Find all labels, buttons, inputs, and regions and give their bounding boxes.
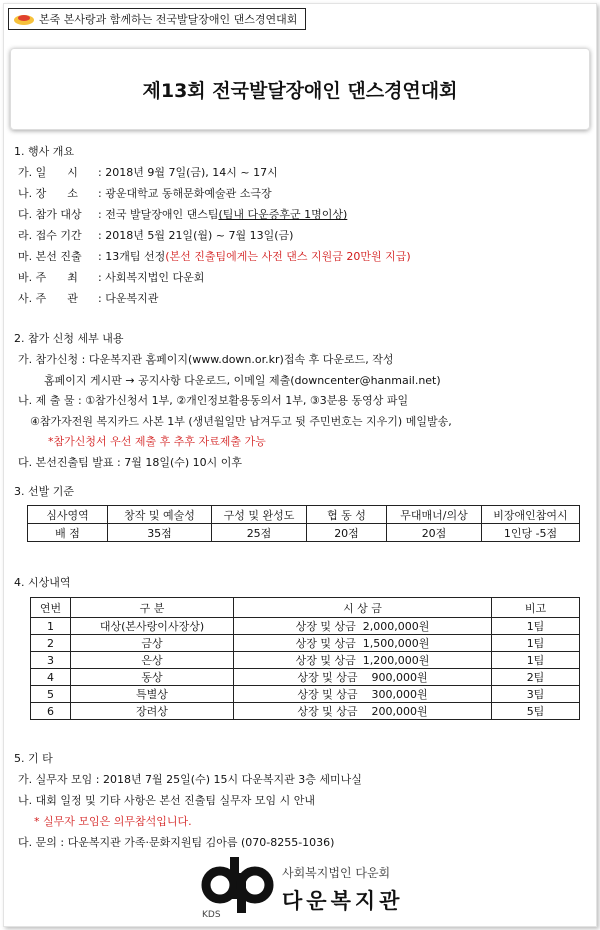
prize-cell: 금상 xyxy=(71,635,234,652)
criteria-header: 협 동 성 xyxy=(307,506,387,524)
prize-cell: 1 xyxy=(31,618,71,635)
criteria-cell: 배 점 xyxy=(28,524,108,542)
criteria-cell: 35점 xyxy=(108,524,212,542)
staff-meeting: 가. 실무자 모임 : 2018년 7월 25일(수) 15시 다운복지관 3층 세미나실 xyxy=(18,773,362,786)
submission-items-2: ④참가자전원 복지카드 사본 1부 (생년월일만 남겨두고 뒷 주민번호는 지우기) 메일발송, xyxy=(30,415,452,428)
prize-table xyxy=(30,597,580,720)
overview-label: 바. 주 최 xyxy=(18,271,78,284)
prize-cell: 4 xyxy=(31,669,71,686)
prize-cell: 상장 및 상금 200,000원 xyxy=(234,703,492,720)
criteria-header: 무대매너/의상 xyxy=(387,506,482,524)
prize-cell: 상장 및 상금 2,000,000원 xyxy=(234,618,492,635)
logo-sub: KDS xyxy=(202,910,221,920)
prize-cell: 장려상 xyxy=(71,703,234,720)
prize-header: 시 상 금 xyxy=(234,598,492,618)
overview-value: : 2018년 9월 7일(금), 14시 ~ 17시 xyxy=(98,166,278,179)
prize-cell: 상장 및 상금 1,200,000원 xyxy=(234,652,492,669)
overview-label: 가. 일 시 xyxy=(18,166,78,179)
overview-label: 라. 접수 기간 xyxy=(18,229,82,242)
prize-row xyxy=(31,703,580,720)
page-title: 제13회 전국발달장애인 댄스경연대회 xyxy=(142,79,458,102)
org-parent-name: 사회복지법인 다운회 xyxy=(282,866,391,880)
overview-item xyxy=(18,164,278,180)
prize-cell: 상장 및 상금 1,500,000원 xyxy=(234,635,492,652)
criteria-cell: 1인당 -5점 xyxy=(482,524,580,542)
overview-extra: (본선 진출팀에게는 사전 댄스 지원금 20만원 지급) xyxy=(165,250,411,263)
overview-item xyxy=(18,185,272,201)
criteria-header-row xyxy=(28,506,580,524)
overview-item xyxy=(18,227,293,243)
prize-cell: 특별상 xyxy=(71,686,234,703)
submission-note: *참가신청서 우선 제출 후 추후 자료제출 가능 xyxy=(48,435,266,448)
overview-value: : 다운복지관 xyxy=(98,292,159,305)
submission-items: 나. 제 출 물 : ①참가신청서 1부, ②개인정보활용동의서 1부, ③3분용 동영상 파일 xyxy=(18,394,409,407)
overview-item xyxy=(18,248,411,264)
overview-value: : 광운대학교 동해문화예술관 소극장 xyxy=(98,187,272,200)
prize-row xyxy=(31,686,580,703)
prize-cell: 5 xyxy=(31,686,71,703)
prize-cell: 1팀 xyxy=(492,635,580,652)
criteria-header: 비장애인참여시 xyxy=(482,506,580,524)
prize-row xyxy=(31,652,580,669)
overview-label: 마. 본선 진출 xyxy=(18,250,82,263)
overview-value: : 전국 발달장애인 댄스팀 xyxy=(98,208,219,221)
apply-method: 가. 참가신청 : 다운복지관 홈페이지(www.down.or.kr)접속 후 다운로드, 작성 xyxy=(18,353,394,366)
overview-item xyxy=(18,290,158,306)
sponsor-logo xyxy=(13,12,35,26)
prize-row xyxy=(31,618,580,635)
prize-cell: 2 xyxy=(31,635,71,652)
org-logo xyxy=(200,855,420,925)
prize-cell: 1팀 xyxy=(492,618,580,635)
prize-cell: 2팀 xyxy=(492,669,580,686)
overview-label: 나. 장 소 xyxy=(18,187,78,200)
finalist-announcement: 다. 본선진출팀 발표 : 7월 18일(수) 10시 이후 xyxy=(18,456,243,469)
section-5-heading: 5. 기 타 xyxy=(14,752,53,765)
apply-method-detail: 홈페이지 게시판 → 공지사항 다운로드, 이메일 제출(downcenter@hanmail.net) xyxy=(44,374,441,387)
prize-cell: 5팀 xyxy=(492,703,580,720)
overview-value: : 사회복지법인 다운회 xyxy=(98,271,205,284)
overview-value: : 2018년 5월 21일(월) ~ 7월 13일(금) xyxy=(98,229,294,242)
criteria-header: 창작 및 예술성 xyxy=(108,506,212,524)
prize-cell: 상장 및 상금 900,000원 xyxy=(234,669,492,686)
event-banner xyxy=(8,8,306,30)
prize-cell: 은상 xyxy=(71,652,234,669)
schedule-note: 나. 대회 일정 및 기타 사항은 본선 진출팀 실무자 모임 시 안내 xyxy=(18,794,315,807)
prize-cell: 3팀 xyxy=(492,686,580,703)
criteria-table xyxy=(27,505,580,542)
prize-cell: 대상(본사랑이사장상) xyxy=(71,618,234,635)
criteria-cell: 20점 xyxy=(387,524,482,542)
contact-info: 다. 문의 : 다운복지관 가족·문화지원팀 김아름 (070-8255-1036) xyxy=(18,836,335,849)
section-1-heading: 1. 행사 개요 xyxy=(14,145,74,158)
prize-cell: 동상 xyxy=(71,669,234,686)
section-3-heading: 3. 선발 기준 xyxy=(14,485,74,498)
overview-value: : 13개팀 선정 xyxy=(98,250,166,263)
prize-row xyxy=(31,669,580,686)
criteria-header: 구성 및 완성도 xyxy=(212,506,307,524)
overview-label: 사. 주 관 xyxy=(18,292,78,305)
overview-extra: (팀내 다운증후군 1명이상) xyxy=(218,208,348,221)
prize-cell: 6 xyxy=(31,703,71,720)
criteria-cell: 20점 xyxy=(307,524,387,542)
prize-cell: 상장 및 상금 300,000원 xyxy=(234,686,492,703)
prize-row xyxy=(31,635,580,652)
criteria-score-row xyxy=(28,524,580,542)
prize-cell: 3 xyxy=(31,652,71,669)
prize-cell: 1팀 xyxy=(492,652,580,669)
prize-header-row xyxy=(31,598,580,618)
criteria-header: 심사영역 xyxy=(28,506,108,524)
prize-header: 연번 xyxy=(31,598,71,618)
section-2-heading: 2. 참가 신청 세부 내용 xyxy=(14,332,124,345)
overview-item xyxy=(18,269,204,285)
page-title-box xyxy=(10,48,590,130)
overview-item xyxy=(18,206,347,222)
prize-header: 구 분 xyxy=(71,598,234,618)
overview-label: 다. 참가 대상 xyxy=(18,208,82,221)
banner-text: 본죽 본사랑과 함께하는 전국발달장애인 댄스경연대회 xyxy=(39,13,298,26)
mandatory-note: * 실무자 모임은 의무참석입니다. xyxy=(34,815,192,828)
section-4-heading: 4. 시상내역 xyxy=(14,576,71,589)
prize-header: 비고 xyxy=(492,598,580,618)
org-name: 다운복지관 xyxy=(282,889,404,913)
criteria-cell: 25점 xyxy=(212,524,307,542)
